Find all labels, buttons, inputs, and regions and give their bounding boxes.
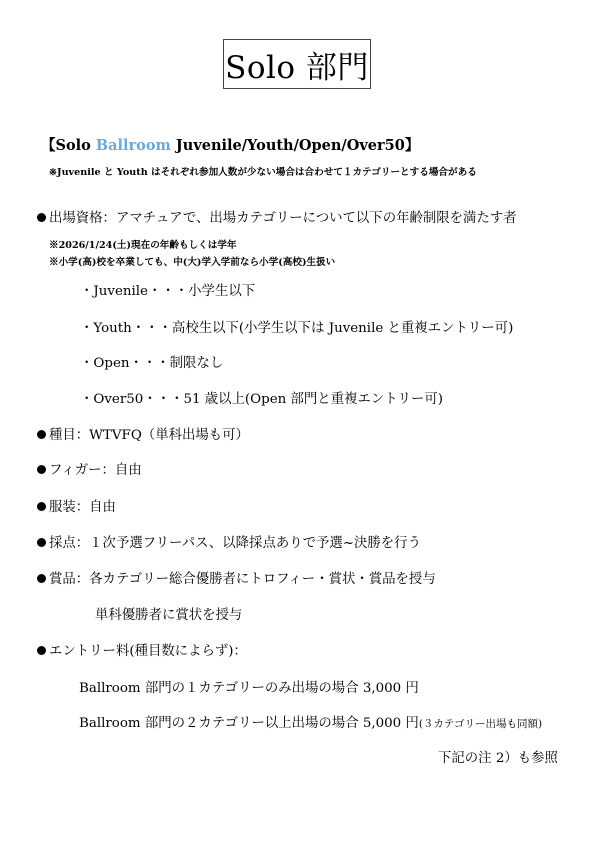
event-line: [37, 424, 249, 443]
section-heading: [41, 134, 419, 155]
bullet-icon: [37, 538, 46, 547]
event-text: 種目：WTVFQ（単科出場も可）: [49, 428, 249, 443]
category-youth: ・Youth・・・高校生以下(小学生以下は Juvenile と重複エントリー可): [80, 321, 514, 336]
prize-text: 賞品：各カテゴリー総合優勝者にトロフィー・賞状・賞品を授与: [49, 572, 436, 587]
bullet-icon: [37, 574, 46, 583]
costume-line: [37, 496, 116, 515]
fee-reference-note: 下記の注 2）も参照: [438, 751, 558, 766]
scoring-text: 採点：１次予選フリーパス、以降採点ありで予選~決勝を行う: [49, 536, 421, 551]
fee-single-category: Ballroom 部門の１カテゴリーのみ出場の場合 3,000 円: [79, 681, 419, 696]
fee-multi-main: Ballroom 部門の２カテゴリー以上出場の場合 5,000 円: [79, 716, 419, 731]
page-title: [223, 39, 371, 89]
scoring-line: [37, 532, 421, 551]
entry-fee-line: [37, 640, 247, 659]
entry-fee-text: エントリー料(種目数によらず)：: [49, 644, 247, 659]
prize-sub-line: 単科優勝者に賞状を授与: [95, 608, 243, 623]
eligibility-text: 出場資格：アマチュアで、出場カテゴリーについて以下の年齢制限を満たす者: [49, 211, 517, 226]
age-date-note: ※2026/1/24(土)現在の年齢もしくは学年: [49, 240, 237, 251]
bullet-icon: [37, 465, 46, 474]
figure-line: [37, 459, 142, 478]
bullet-icon: [37, 502, 46, 511]
heading-prefix: 【Solo: [41, 137, 96, 154]
prize-line: [37, 568, 436, 587]
school-rule-note: ※小学(高)校を卒業しても、中(大)学入学前なら小学(高校)生扱い: [49, 257, 336, 268]
eligibility-line: [37, 207, 517, 226]
heading-suffix: Juvenile/Youth/Open/Over50】: [170, 137, 420, 154]
category-open: ・Open・・・制限なし: [80, 356, 224, 371]
bullet-icon: [37, 646, 46, 655]
fee-multi-note: (３カテゴリー出場も同額): [418, 718, 543, 730]
bullet-icon: [37, 213, 46, 222]
category-juvenile: ・Juvenile・・・小学生以下: [80, 284, 256, 299]
page-title-text: Solo 部門: [225, 49, 369, 86]
fee-multi-category: [79, 712, 542, 731]
figure-text: フィガー：自由: [49, 463, 142, 478]
category-merge-note: ※Juvenile と Youth はそれぞれ参加人数が少ない場合は合わせて１カテゴリーとする場合がある: [49, 167, 477, 178]
heading-accent: Ballroom: [95, 137, 171, 154]
costume-text: 服装：自由: [49, 500, 116, 515]
category-over50: ・Over50・・・51 歳以上(Open 部門と重複エントリー可): [80, 392, 444, 407]
bullet-icon: [37, 430, 46, 439]
